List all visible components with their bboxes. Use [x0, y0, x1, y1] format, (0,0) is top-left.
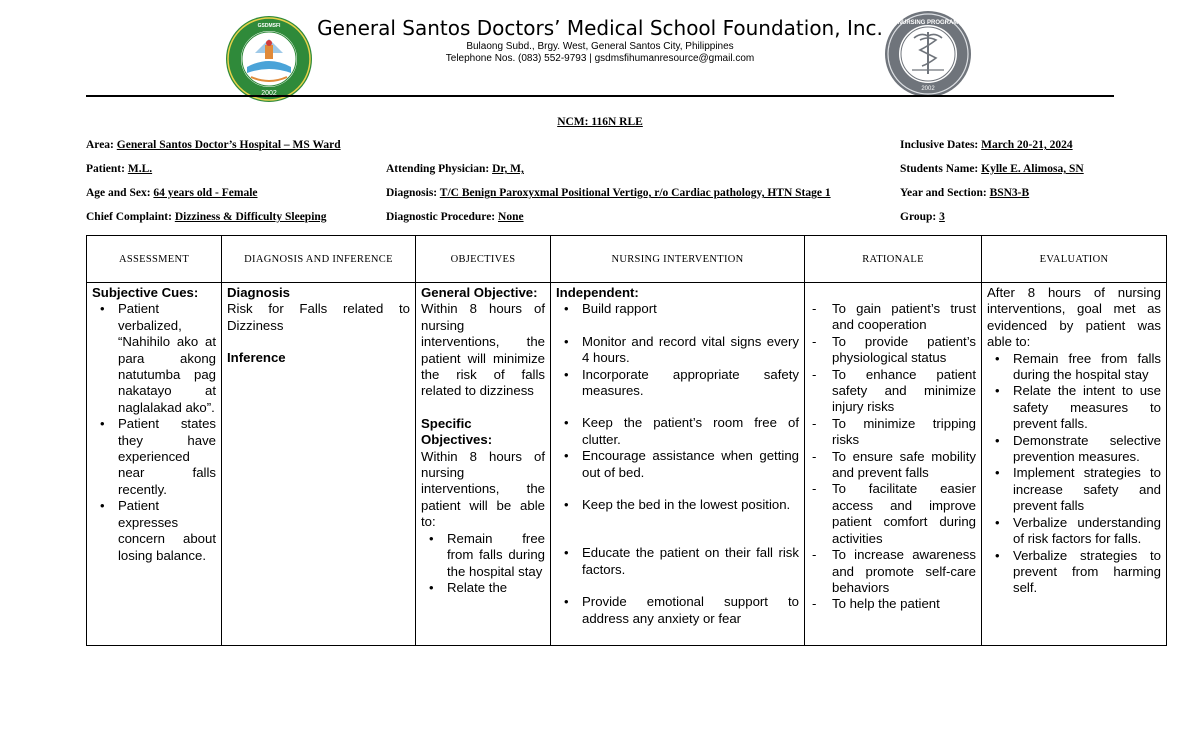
student-value: Kylle E. Alimosa, SN	[981, 163, 1084, 175]
table-header-row	[87, 236, 1167, 283]
specific-objectives-list	[421, 531, 545, 597]
specific-objectives-text: Within 8 hours of nursing interventions, the patient will be able to:	[421, 448, 545, 530]
evaluation-cell	[982, 283, 1167, 646]
nursing-care-plan-table	[86, 235, 1167, 646]
evaluation-intro: After 8 hours of nursing interventions, goal met as evidenced by patient was able to:	[987, 285, 1161, 350]
list-item: • Demonstrate selective prevention measures.	[987, 433, 1161, 466]
list-item: • Verbalize strategies to prevent from harming self.	[987, 548, 1161, 597]
area-label: Area:	[86, 139, 114, 151]
course-value: NCM: 116N RLE	[557, 116, 643, 128]
diagnosis-field	[386, 187, 831, 199]
physician-field	[386, 163, 524, 175]
list-item: • Patient states they have experienced near falls recently.	[92, 416, 216, 498]
chief-complaint-value: Dizziness & Difficulty Sleeping	[174, 211, 327, 223]
list-item: • Keep the bed in the lowest position.	[556, 497, 799, 513]
area-field	[86, 139, 341, 151]
list-item: • Monitor and record vital signs every 4 hours.	[556, 334, 799, 367]
list-item: - To facilitate easier access and improve patient comfort during activities	[810, 481, 976, 547]
list-item: • Build rapport	[556, 301, 799, 317]
diagnosis-cell	[222, 283, 416, 646]
objectives-cell	[416, 283, 551, 646]
general-objective-heading: General Objective:	[421, 285, 538, 300]
subjective-cues-list	[92, 301, 216, 564]
list-item: - To enhance patient safety and minimize injury risks	[810, 367, 976, 416]
intervention-cell	[551, 283, 805, 646]
year-section-field	[900, 187, 1029, 199]
table-row	[87, 283, 1167, 646]
list-item: - To ensure safe mobility and prevent falls	[810, 449, 976, 482]
list-item: • Patient verbalized, “Nahihilo ako at para akong natutumba pag nakatayo at naglalakad ako”.	[92, 301, 216, 416]
column-header-assessment: ASSESSMENT	[87, 236, 222, 283]
list-item: • Remain free from falls during the hospital stay	[421, 531, 545, 580]
list-item: • Encourage assistance when getting out of bed.	[556, 448, 799, 481]
nursing-diagnosis-text: Risk for Falls related to Dizziness	[227, 301, 410, 333]
diagnostic-procedure-field	[386, 211, 524, 223]
list-item: - To provide patient’s physiological status	[810, 334, 976, 367]
evaluation-list	[987, 351, 1161, 597]
organization-name: General Santos Doctors’ Medical School Foundation, Inc.	[317, 16, 883, 40]
svg-text:2002: 2002	[921, 86, 935, 92]
inference-heading: Inference	[227, 350, 286, 366]
diagnosis-value: T/C Benign Paroxyxmal Positional Vertigo, r/o Cardiac pathology, HTN Stage 1	[439, 187, 831, 199]
list-item: • Provide emotional support to address any anxiety or fear	[556, 594, 799, 627]
dates-label: Inclusive Dates:	[900, 139, 979, 151]
header-divider	[86, 95, 1114, 97]
year-section-label: Year and Section:	[900, 187, 987, 199]
list-item: • Implement strategies to increase safety and prevent falls	[987, 465, 1161, 514]
group-label: Group:	[900, 211, 937, 223]
subjective-cues-heading: Subjective Cues:	[92, 285, 199, 300]
group-field	[900, 211, 945, 223]
list-item: - To help the patient	[810, 596, 976, 612]
svg-text:GSDMSFI: GSDMSFI	[257, 23, 281, 29]
organization-address: Bulaong Subd., Brgy. West, General Santos City, Philippines	[466, 41, 734, 52]
list-item: • Educate the patient on their fall risk factors.	[556, 545, 799, 578]
list-item: • Incorporate appropriate safety measures.	[556, 367, 799, 400]
chief-complaint-field	[86, 211, 327, 223]
patient-field	[86, 163, 152, 175]
specific-objectives-heading: Specific Objectives:	[421, 415, 493, 448]
patient-value: M.L.	[127, 163, 153, 175]
rationale-cell	[805, 283, 982, 646]
age-sex-field	[86, 187, 258, 199]
area-value: General Santos Doctor’s Hospital – MS Ward	[116, 139, 341, 151]
list-item: - To increase awareness and promote self-care behaviors	[810, 547, 976, 596]
diagnostic-procedure-value: None	[498, 211, 524, 223]
column-header-intervention: NURSING INTERVENTION	[551, 236, 805, 283]
dates-field	[900, 139, 1073, 151]
list-item: • Relate the intent to use safety measures to prevent falls.	[987, 383, 1161, 432]
list-item: - To minimize tripping risks	[810, 416, 976, 449]
intervention-list	[556, 301, 799, 627]
list-item: • Keep the patient’s room free of clutter.	[556, 415, 799, 448]
physician-label: Attending Physician:	[386, 163, 490, 175]
course-code	[0, 116, 1200, 128]
list-item: • Remain free from falls during the hospital stay	[987, 351, 1161, 384]
list-item: • Patient expresses concern about losing balance.	[92, 498, 216, 564]
list-item: - To gain patient’s trust and cooperation	[810, 301, 976, 334]
age-sex-label: Age and Sex:	[86, 187, 151, 199]
organization-telephone: Telephone Nos. (083) 552-9793 | gsdmsfihumanresource@gmail.com	[445, 53, 755, 64]
column-header-rationale: RATIONALE	[805, 236, 982, 283]
column-header-evaluation: EVALUATION	[982, 236, 1167, 283]
svg-text:NURSING PROGRAM: NURSING PROGRAM	[897, 20, 959, 26]
age-sex-value: 64 years old - Female	[153, 187, 258, 199]
student-label: Students Name:	[900, 163, 979, 175]
diagnosis-heading: Diagnosis	[227, 285, 291, 300]
group-value: 3	[939, 211, 945, 223]
dates-value: March 20-21, 2024	[981, 139, 1073, 151]
general-objective-text: Within 8 hours of nursing interventions, the patient will minimize the risk of falls related to dizziness	[421, 301, 545, 399]
rationale-list	[810, 301, 976, 613]
list-item: • Relate the	[421, 580, 545, 596]
patient-label: Patient:	[86, 163, 125, 175]
assessment-cell	[87, 283, 222, 646]
independent-heading: Independent:	[556, 285, 639, 300]
diagnostic-procedure-label: Diagnostic Procedure:	[386, 211, 496, 223]
student-field	[900, 163, 1084, 175]
column-header-diagnosis: DIAGNOSIS AND INFERENCE	[222, 236, 416, 283]
svg-text:2002: 2002	[261, 90, 277, 97]
diagnosis-label: Diagnosis:	[386, 187, 438, 199]
year-section-value: BSN3-B	[989, 187, 1030, 199]
list-item: • Verbalize understanding of risk factors for falls.	[987, 515, 1161, 548]
chief-complaint-label: Chief Complaint:	[86, 211, 172, 223]
column-header-objectives: OBJECTIVES	[416, 236, 551, 283]
physician-value: Dr, M,	[492, 163, 524, 175]
